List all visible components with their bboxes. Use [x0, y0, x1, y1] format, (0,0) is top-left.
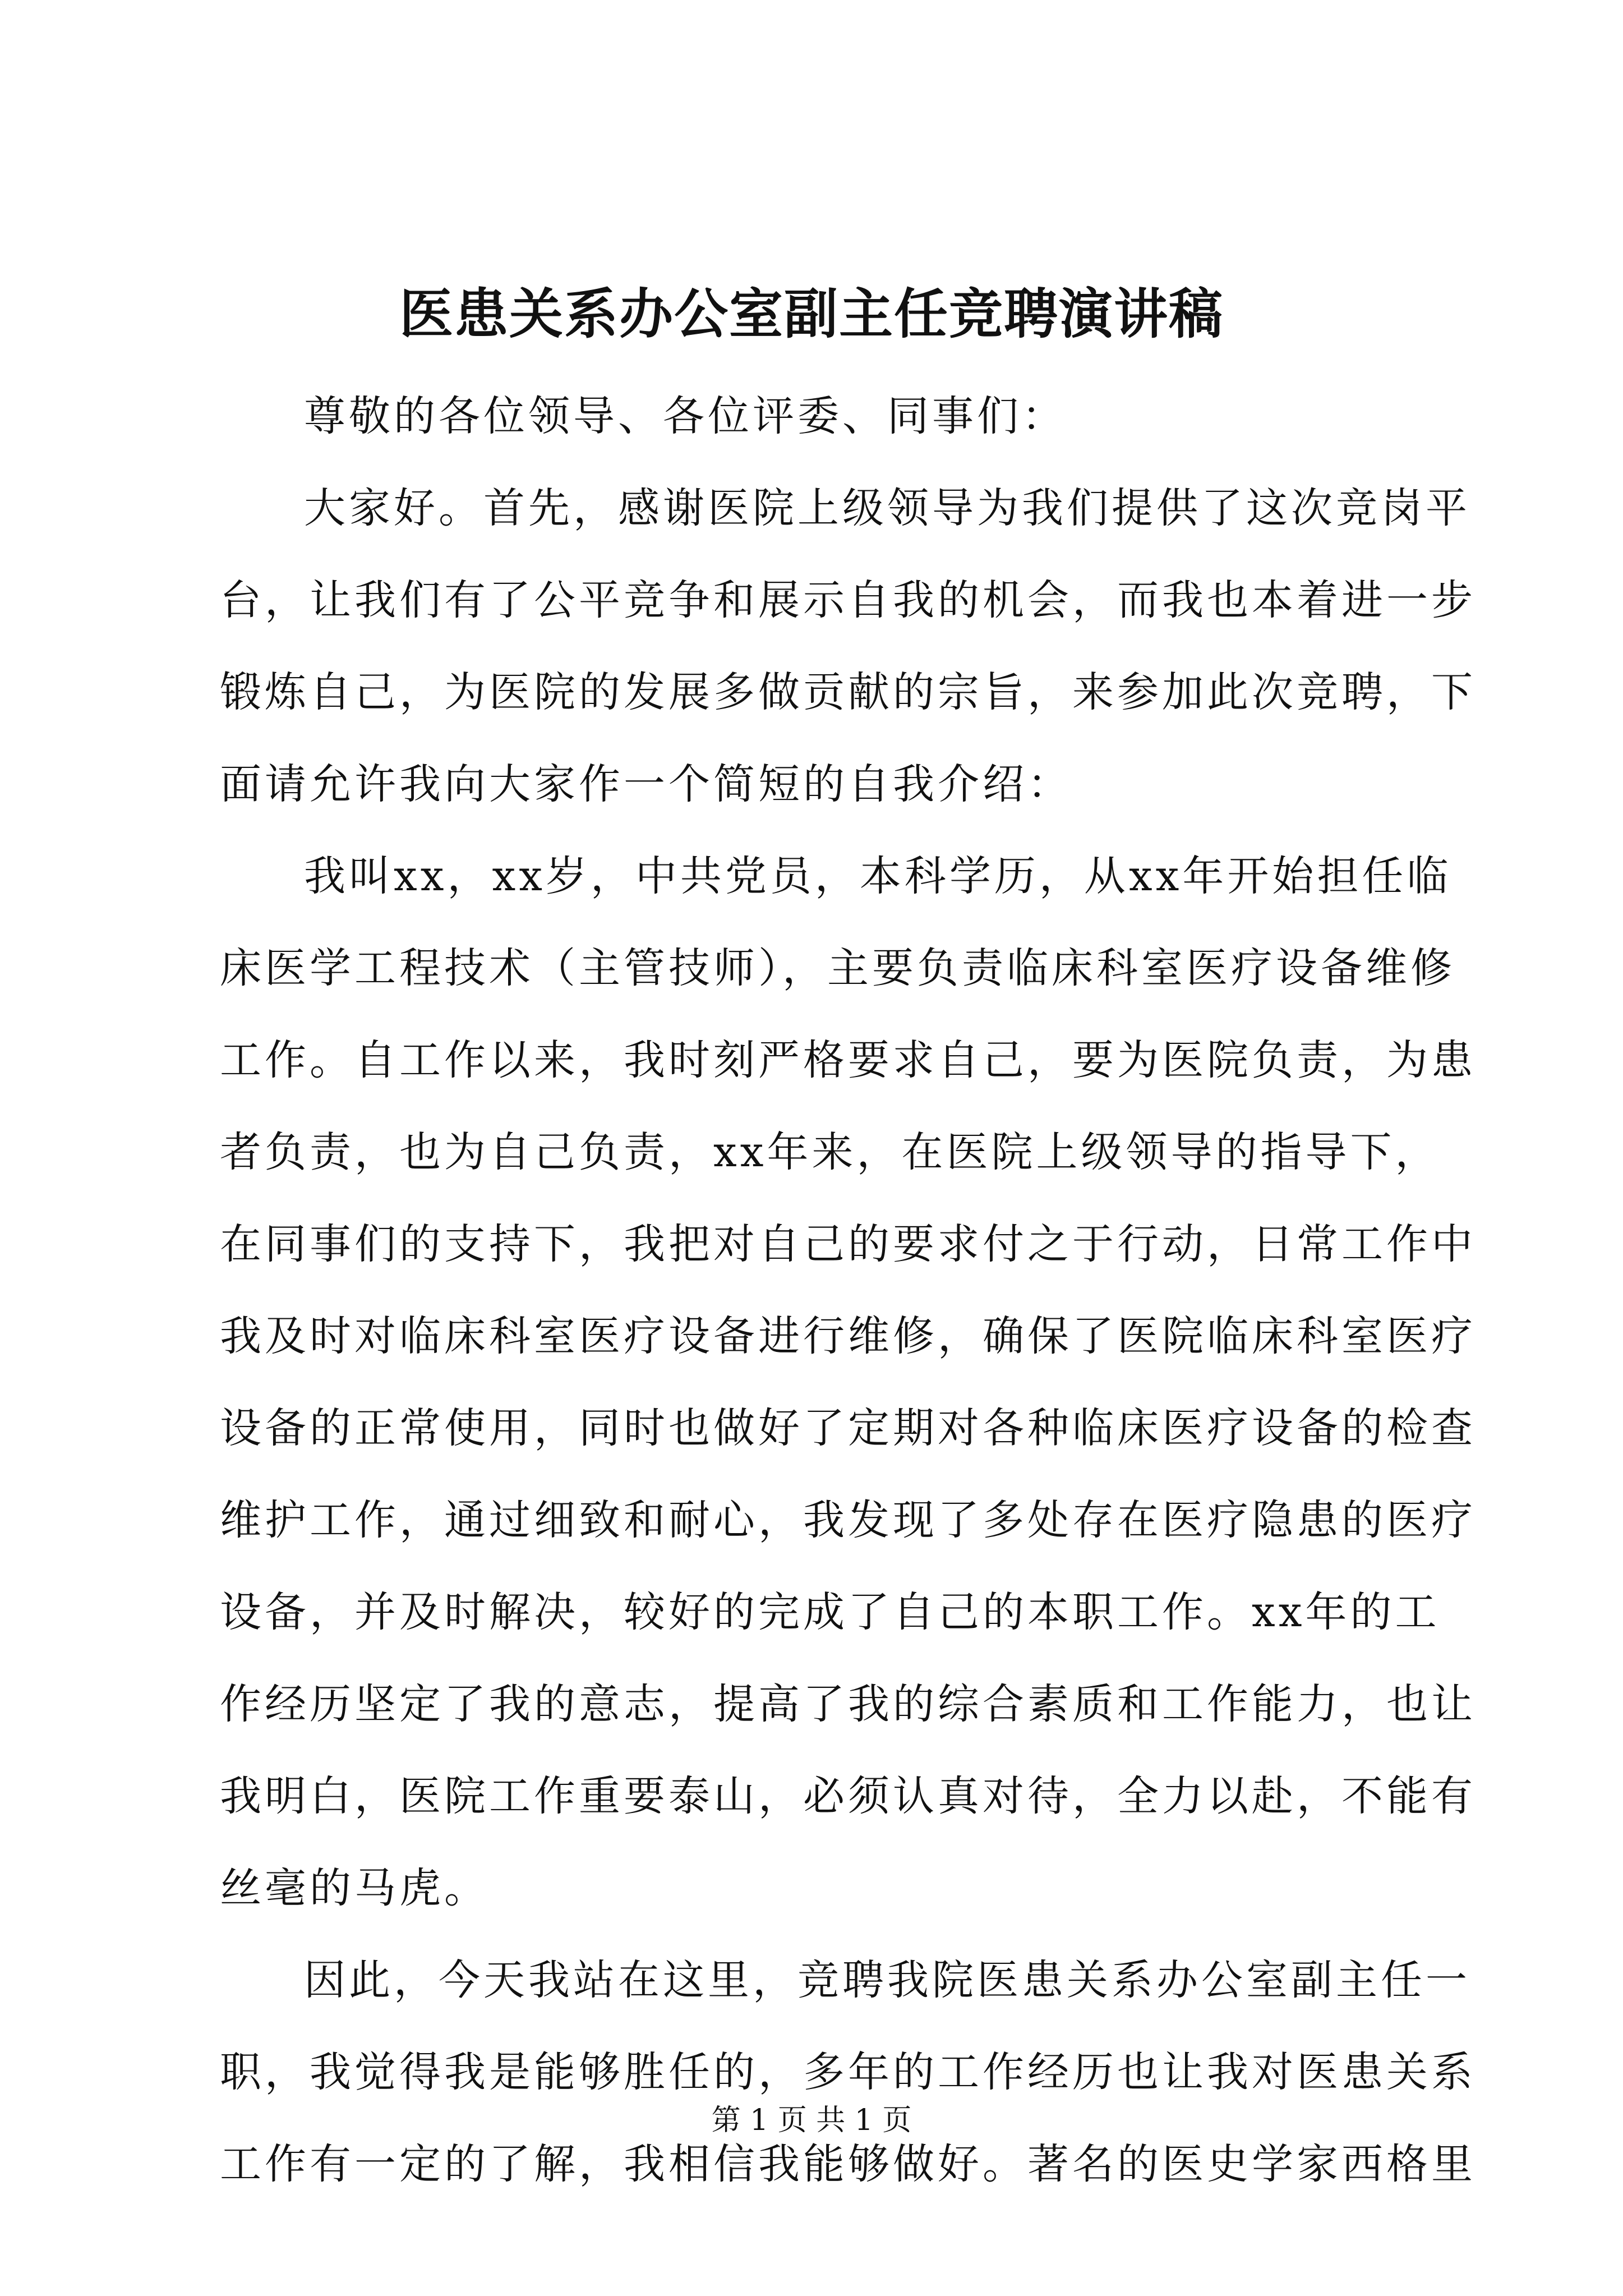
page-footer: 第 1 页 共 1 页 [711, 2104, 912, 2137]
paragraph-line: 锻炼自己，为医院的发展多做贡献的宗旨，来参加此次竞聘，下 [220, 668, 1476, 716]
paragraph-line: 维护工作，通过细致和耐心，我发现了多处存在医疗隐患的医疗 [220, 1496, 1476, 1544]
paragraph-line: 我叫xx，xx岁，中共党员，本科学历，从xx年开始担任临 [304, 852, 1452, 900]
paragraph-line: 丝毫的马虎。 [220, 1864, 489, 1912]
paragraph-line: 面请允许我向大家作一个简短的自我介绍： [220, 760, 1072, 808]
paragraph-line: 设备，并及时解决，较好的完成了自己的本职工作。xx年的工 [220, 1588, 1440, 1636]
paragraph-line: 者负责，也为自己负责，xx年来，在医院上级领导的指导下， [220, 1128, 1440, 1176]
paragraph-line: 在同事们的支持下，我把对自己的要求付之于行动，日常工作中 [220, 1220, 1476, 1268]
paragraph-line: 台，让我们有了公平竞争和展示自我的机会，而我也本着进一步 [220, 576, 1476, 624]
paragraph-line: 因此，今天我站在这里，竞聘我院医患关系办公室副主任一 [304, 1956, 1470, 2004]
paragraph-line: 我及时对临床科室医疗设备进行维修，确保了医院临床科室医疗 [220, 1312, 1476, 1360]
paragraph-line: 工作。自工作以来，我时刻严格要求自己，要为医院负责，为患 [220, 1036, 1476, 1084]
paragraph-line: 床医学工程技术（主管技师），主要负责临床科室医疗设备维修 [220, 944, 1455, 992]
document-body [220, 370, 1476, 2210]
paragraph-line: 设备的正常使用，同时也做好了定期对各种临床医疗设备的检查 [220, 1404, 1476, 1452]
paragraph-line: 大家好。首先，感谢医院上级领导为我们提供了这次竞岗平 [304, 484, 1470, 532]
document-title: 医患关系办公室副主任竞聘演讲稿 [399, 282, 1224, 346]
salutation-line: 尊敬的各位领导、各位评委、同事们： [304, 392, 1067, 440]
paragraph-line: 职，我觉得我是能够胜任的，多年的工作经历也让我对医患关系 [220, 2048, 1476, 2096]
paragraph-line: 工作有一定的了解，我相信我能够做好。著名的医史学家西格里 [220, 2140, 1476, 2188]
paragraph-line: 我明白，医院工作重要泰山，必须认真对待，全力以赴，不能有 [220, 1772, 1476, 1820]
paragraph-line: 作经历坚定了我的意志，提高了我的综合素质和工作能力，也让 [220, 1680, 1476, 1728]
